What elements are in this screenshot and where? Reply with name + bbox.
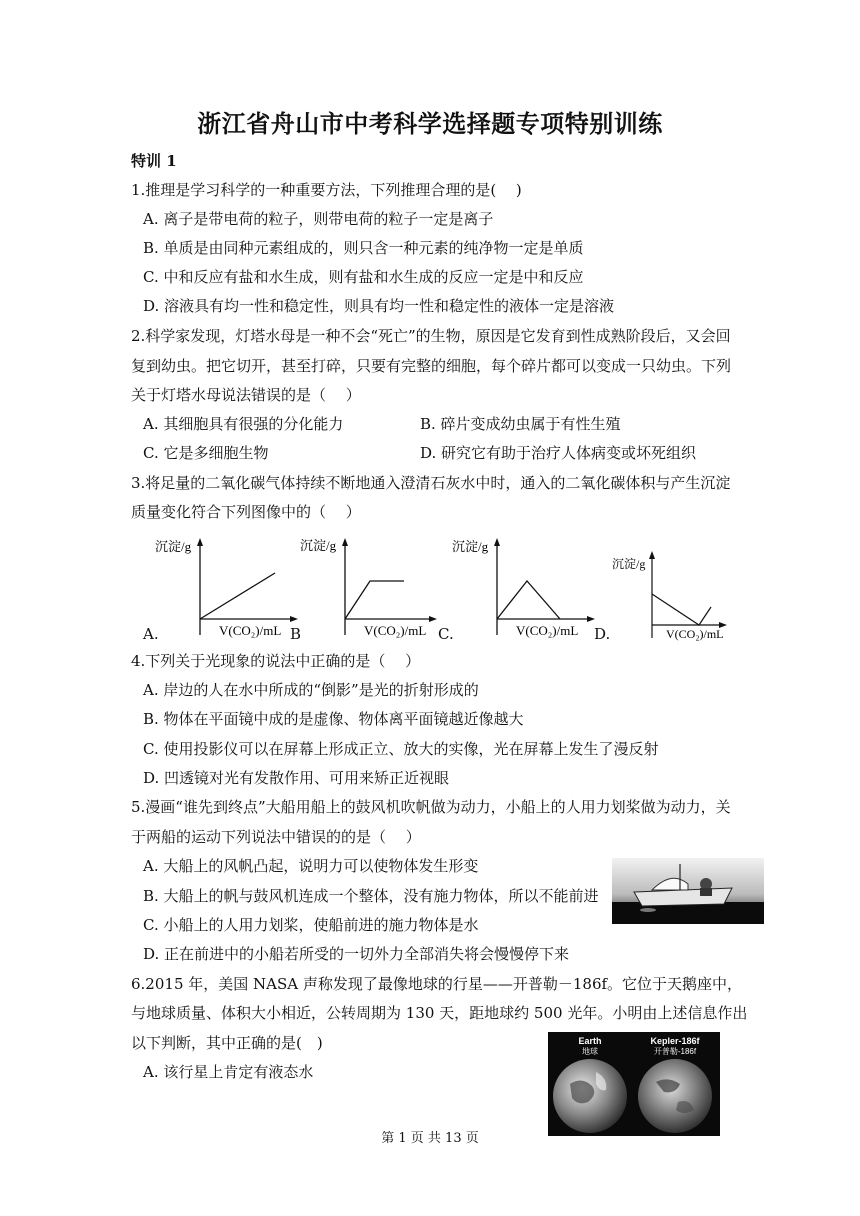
- question-5-stem-line-2: 于两船的运动下列说法中错误的的是（ ）: [131, 828, 421, 846]
- kepler-label-cn: 开普勒-186f: [653, 1047, 697, 1056]
- graph-d-ylabel: 沉淀/g: [612, 557, 646, 571]
- graph-b-option-label: B: [290, 625, 302, 643]
- section-heading: 特训 1: [131, 152, 177, 170]
- question-2-stem-line-1: 2.科学家发现，灯塔水母是一种不会“死亡”的生物，原因是它发育到性成熟阶段后，又会回: [131, 327, 731, 345]
- graph-c-curve: [497, 581, 560, 619]
- question-5-stem-line-1: 5.漫画“谁先到终点”大船用船上的鼓风机吹帆做为动力，小船上的人用力划桨做为动力，关: [131, 798, 731, 816]
- graph-c-xlabel: V(CO₂)/mL: [516, 623, 579, 638]
- question-4-option-a: A. 岸边的人在水中所成的“倒影”是光的折射形成的: [143, 681, 479, 699]
- question-6-stem-line-2: 与地球质量、体积大小相近，公转周期为 130 天，距地球约 500 光年。小明由上述信息作出: [131, 1004, 748, 1022]
- question-6-stem-line-3: 以下判断，其中正确的是( ): [131, 1034, 323, 1052]
- question-4-option-d: D. 凹透镜对光有发散作用、可用来矫正近视眼: [143, 769, 450, 787]
- question-2-option-d: D. 研究它有助于治疗人体病变或坏死组织: [420, 444, 697, 462]
- graph-a-xlabel: V(CO₂)/mL: [219, 623, 282, 638]
- question-5-option-c: C. 小船上的人用力划桨，使船前进的施力物体是水: [143, 916, 479, 934]
- question-1-stem: 1.推理是学习科学的一种重要方法，下列推理合理的是( ): [131, 181, 522, 199]
- question-5-option-d: D. 正在前进中的小船若所受的一切外力全部消失将会慢慢停下来: [143, 945, 570, 963]
- question-4-stem: 4.下列关于光现象的说法中正确的是（ ）: [131, 652, 421, 670]
- question-4-option-b: B. 物体在平面镜中成的是虚像、物体离平面镜越近像越大: [143, 710, 524, 728]
- page-footer: 第 1 页 共 13 页: [381, 1131, 479, 1146]
- question-1-option-d: D. 溶液具有均一性和稳定性，则具有均一性和稳定性的液体一定是溶液: [143, 297, 615, 315]
- question-6-option-a: A. 该行星上肯定有液态水: [143, 1063, 314, 1081]
- graph-a-curve: [200, 573, 275, 619]
- graph-d: [612, 550, 732, 645]
- graph-a-option-label: A.: [143, 625, 159, 643]
- question-5-option-a: A. 大船上的风帆凸起，说明力可以使物体发生形变: [143, 857, 479, 875]
- graph-d-option-label: D.: [594, 625, 611, 643]
- graph-c-ylabel: 沉淀/g: [452, 539, 489, 554]
- graph-b-xlabel: V(CO₂)/mL: [364, 623, 427, 638]
- graph-b: [300, 533, 440, 643]
- boat-cartoon-image: [612, 858, 764, 928]
- graph-a-ylabel: 沉淀/g: [155, 539, 192, 554]
- question-4-option-c: C. 使用投影仪可以在屏幕上形成正立、放大的实像，光在屏幕上发生了漫反射: [143, 740, 659, 758]
- page-title: 浙江省舟山市中考科学选择题专项特别训练: [197, 109, 663, 138]
- graph-b-ylabel: 沉淀/g: [300, 538, 337, 553]
- graph-a: [155, 535, 300, 645]
- graph-b-curve: [345, 581, 404, 619]
- question-1-option-c: C. 中和反应有盐和水生成，则有盐和水生成的反应一定是中和反应: [143, 268, 584, 286]
- graph-d-xlabel: V(CO₂)/mL: [666, 627, 724, 641]
- question-2-stem-line-2: 复到幼虫。把它切开，甚至打碎，只要有完整的细胞，每个碎片都可以变成一只幼虫。下列: [131, 357, 732, 375]
- kepler-planet: [638, 1059, 712, 1133]
- question-2-stem-line-3: 关于灯塔水母说法错误的是（ ）: [131, 386, 361, 404]
- earth-label-en: Earth: [578, 1036, 602, 1046]
- earth-kepler-image: [548, 1032, 720, 1140]
- question-2-option-a: A. 其细胞具有很强的分化能力: [143, 415, 344, 433]
- question-6-stem-line-1: 6.2015 年，美国 NASA 声称发现了最像地球的行星——开普勒－186f。它位于天鹅座中，: [131, 975, 743, 993]
- earth-label-cn: 地球: [582, 1047, 598, 1056]
- question-3-stem-line-2: 质量变化符合下列图像中的（ ）: [131, 503, 361, 521]
- graph-d-curve: [652, 594, 711, 625]
- graph-c-option-label: C.: [438, 625, 454, 643]
- question-2-option-c: C. 它是多细胞生物: [143, 444, 269, 462]
- question-1-option-a: A. 离子是带电荷的粒子，则带电荷的粒子一定是离子: [143, 210, 494, 228]
- question-5-option-b: B. 大船上的帆与鼓风机连成一个整体，没有施力物体，所以不能前进: [143, 887, 599, 905]
- kepler-label-en: Kepler-186f: [650, 1036, 700, 1046]
- question-2-option-b: B. 碎片变成幼虫属于有性生殖: [420, 415, 621, 433]
- question-3-stem-line-1: 3.将足量的二氧化碳气体持续不断地通入澄清石灰水中时，通入的二氧化碳体积与产生沉淀: [131, 474, 731, 492]
- graph-c: [452, 535, 597, 645]
- question-1-option-b: B. 单质是由同种元素组成的，则只含一种元素的纯净物一定是单质: [143, 239, 584, 257]
